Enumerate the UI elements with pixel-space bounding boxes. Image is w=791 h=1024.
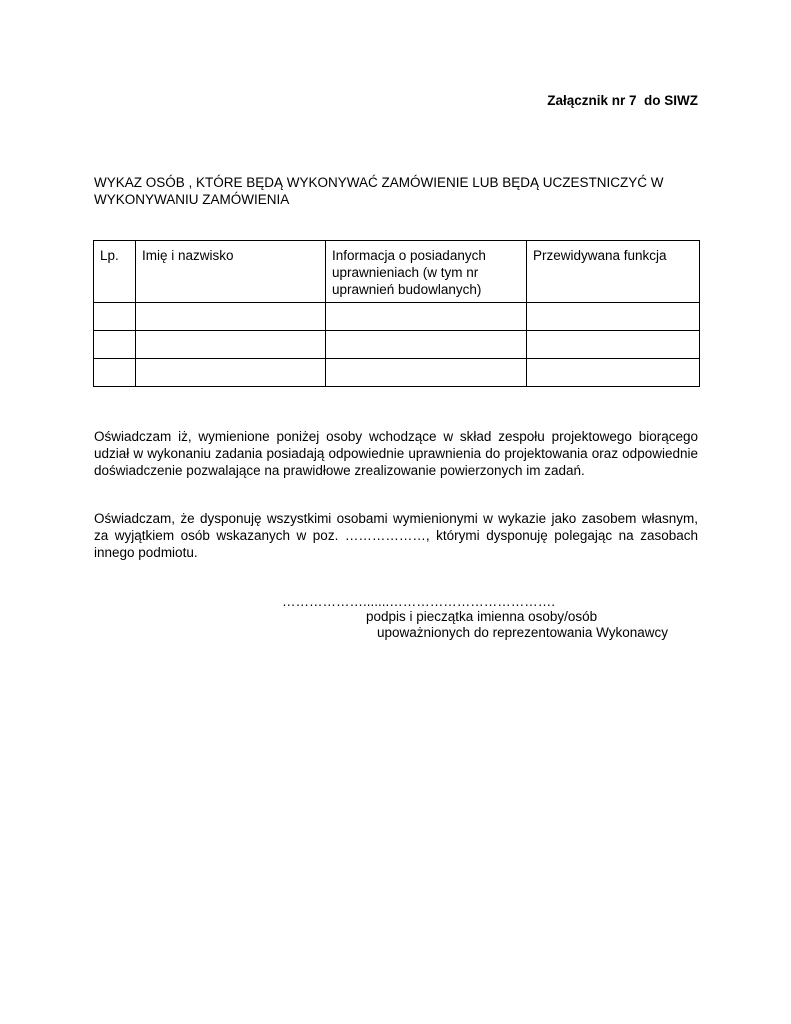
- persons-table: [93, 240, 700, 387]
- table-cell-function: [527, 359, 700, 387]
- column-header-lp: Lp.: [94, 241, 136, 303]
- table-cell-lp: [94, 359, 136, 387]
- table-row: [94, 359, 700, 387]
- signature-line: ……………….......……………………………….: [282, 594, 556, 609]
- table-cell-function: [527, 331, 700, 359]
- document-title: WYKAZ OSÓB , KTÓRE BĘDĄ WYKONYWAĆ ZAMÓWIENIE LUB BĘDĄ UCZESTNICZYĆ W WYKONYWANIU ZAMÓWIENIA: [94, 175, 664, 207]
- table-cell-lp: [94, 331, 136, 359]
- column-header-function: Przewidywana funkcja: [527, 241, 700, 303]
- table-cell-qualifications: [326, 331, 527, 359]
- signature-caption-line1: podpis i pieczątka imienna osoby/osób: [366, 609, 598, 624]
- table-row: [94, 331, 700, 359]
- column-header-name: Imię i nazwisko: [136, 241, 326, 303]
- table-cell-name: [136, 331, 326, 359]
- column-header-qualifications: Informacja o posiadanych uprawnieniach (w tym nr uprawnień budowlanych): [326, 241, 527, 303]
- table-cell-qualifications: [326, 303, 527, 331]
- table-cell-qualifications: [326, 359, 527, 387]
- table-cell-function: [527, 303, 700, 331]
- table-row: [94, 303, 700, 331]
- table-cell-name: [136, 359, 326, 387]
- statement-qualifications: Oświadczam iż, wymienione poniżej osoby wchodzące w skład zespołu projektowego biorącego udział w wykonaniu zadania posiadają odpowiednie uprawnienia do projektowania oraz odpowiednie doświadczenie pozwalające na prawidłowe zrealizowanie powierzonych im zadań.: [94, 429, 698, 478]
- attachment-label: Załącznik nr 7 do SIWZ: [547, 93, 698, 108]
- table-cell-lp: [94, 303, 136, 331]
- table-header-row: [94, 241, 700, 303]
- statement-resources: Oświadczam, że dysponuję wszystkimi osobami wymienionymi w wykazie jako zasobem własnym, za wyjątkiem osób wskazanych w poz. ………………, którymi dysponuję polegając na zasobach innego podmiotu.: [94, 511, 698, 560]
- signature-caption-line2: upoważnionych do reprezentowania Wykonawcy: [377, 625, 669, 640]
- table-cell-name: [136, 303, 326, 331]
